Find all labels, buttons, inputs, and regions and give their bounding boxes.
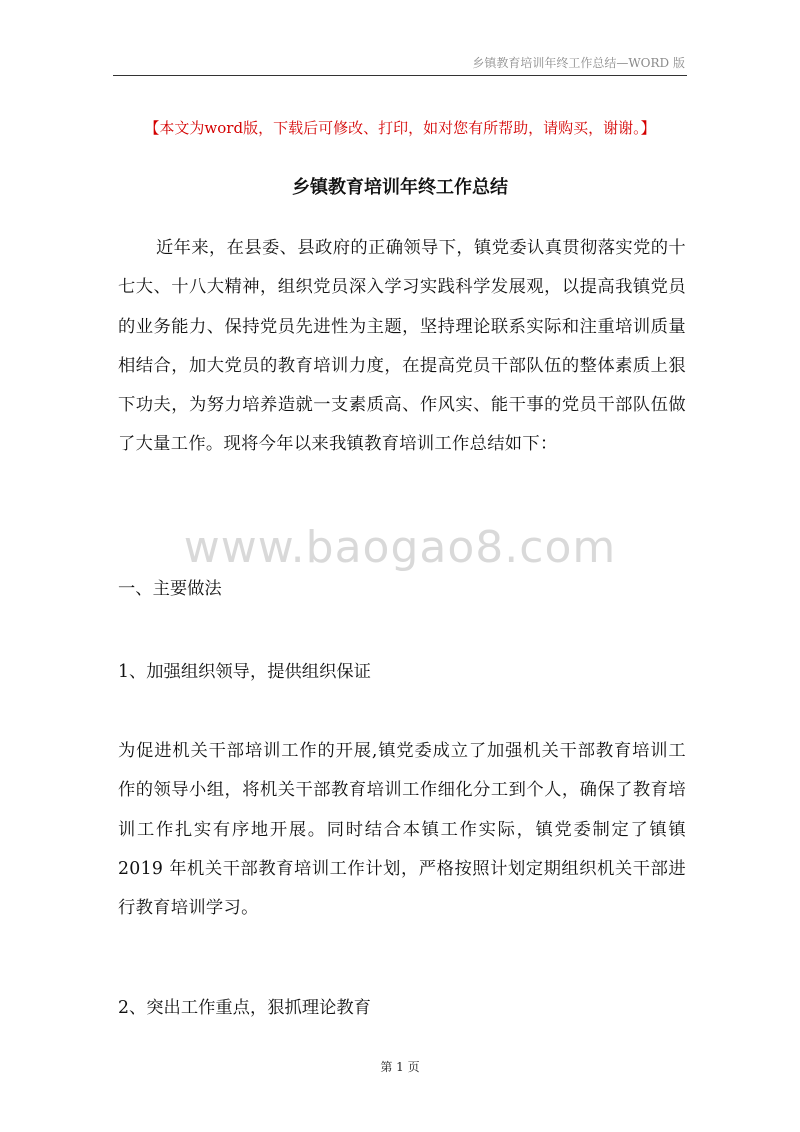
purchase-notice: 【本文为word版，下载后可修改、打印，如对您有所帮助，请购买，谢谢。】 bbox=[144, 119, 656, 137]
page-number: 第 1 页 bbox=[380, 1060, 420, 1074]
watermark: www.baogao8.com bbox=[183, 522, 617, 573]
document-title: 乡镇教育培训年终工作总结 bbox=[292, 177, 508, 198]
header-divider bbox=[113, 75, 687, 76]
section-heading-main-practices: 一、主要做法 bbox=[118, 579, 222, 599]
running-header: 乡镇教育培训年终工作总结—WORD 版 bbox=[472, 56, 685, 70]
subsection-heading-theory-education: 2、突出工作重点，狠抓理论教育 bbox=[118, 998, 371, 1018]
subsection-heading-organization: 1、加强组织领导，提供组织保证 bbox=[118, 662, 371, 682]
intro-paragraph: 近年来，在县委、县政府的正确领导下，镇党委认真贯彻落实党的十七大、十八大精神，组织党员深入学习实践科学发展观，以提高我镇党员的业务能力、保持党员先进性为主题，坚持理论联系实际和注重培训质量相结合，加大党员的教育培训力度，在提高党员干部队伍的整体素质上狠下功夫，为努力培养造就一支素质高、作风实、能干事的党员干部队伍做了大量工作。现将今年以来我镇教育培训工作总结如下： bbox=[118, 238, 686, 455]
body-paragraph: 为促进机关干部培训工作的开展,镇党委成立了加强机关干部教育培训工作的领导小组，将机关干部教育培训工作细化分工到个人，确保了教育培训工作扎实有序地开展。同时结合本镇工作实际，镇党委制定了镇镇 2019 年机关干部教育培训工作计划，严格按照计划定期组织机关干部进行教育培训学习。 bbox=[118, 741, 686, 919]
